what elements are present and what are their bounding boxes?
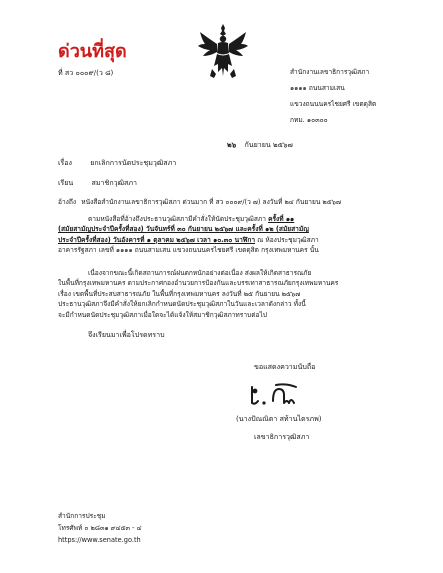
sender-office: สำนักงานเลขาธิการวุฒิสภา xyxy=(290,68,370,76)
recipient-label: เรียน xyxy=(58,178,74,187)
paragraph1-line3-text: ณ ห้องประชุมวุฒิสภา xyxy=(257,235,319,244)
signature-image xyxy=(246,381,302,407)
sender-postcode: กทม. ๑๐๓๐๐ xyxy=(290,116,328,124)
paragraph2-line1: เนื่องจากขณะนี้เกิดสถานการณ์ฝนตกหนักอย่างต่อเนื่อง ส่งผลให้เกิดสาธารณภัย xyxy=(88,269,312,277)
footer-website-link[interactable]: https://www.senate.go.th xyxy=(58,536,141,544)
garuda-emblem-icon xyxy=(196,22,250,80)
paragraph1-line4: อาคารรัฐสภา เลขที่ ๑๑๑๑ ถนนสามเสน แขวงถนนนครไชยศรี เขตดุสิต กรุงเทพมหานคร นั้น xyxy=(58,246,319,255)
paragraph-cancellation xyxy=(58,268,390,320)
paragraph-meeting-notice xyxy=(58,214,390,256)
date-month-year: กันยายน ๒๕๖๗ xyxy=(244,140,293,149)
footer-office: สำนักการประชุม xyxy=(58,512,106,520)
subject-line xyxy=(58,158,176,167)
paragraph2-line2: ในพื้นที่กรุงเทพมหานคร ตามประกาศกองอำนวยการป้องกันและบรรเทาสาธารณภัยกรุงเทพมหานคร xyxy=(58,279,339,288)
recipient-line xyxy=(58,178,137,187)
subject-text: ยกเลิกการนัดประชุมวุฒิสภา xyxy=(90,158,177,167)
reference-label: อ้างถึง xyxy=(58,198,77,206)
sender-district: แขวงถนนนครไชยศรี เขตดุสิต xyxy=(290,100,377,108)
closing-request: จึงเรียนมาเพื่อโปรดทราบ xyxy=(88,330,165,339)
paragraph1-line2: (สมัยสามัญประจำปีครั้งที่สอง) วันจันทร์ที่ ๓๐ กันยายน ๒๕๖๗ และครั้งที่ ๑๒ (สมัยสามัญ xyxy=(58,225,309,234)
signer-title: เลขาธิการวุฒิสภา xyxy=(254,432,310,441)
signer-name: (นางปัณณิตา สท้านไตรภพ) xyxy=(236,414,322,423)
date-day: ๒๖ xyxy=(227,140,237,149)
paragraph1-line1-bold: ครั้งที่ ๑๑ xyxy=(268,215,295,223)
paragraph1-line1 xyxy=(58,214,390,224)
paragraph1-line1-text: ตามหนังสือที่อ้างถึงประธานวุฒิสภามีคำสั่งให้นัดประชุมวุฒิสภา xyxy=(88,215,266,223)
sender-street: ๑๑๑๑ ถนนสามเสน xyxy=(290,84,345,92)
subject-label: เรื่อง xyxy=(58,158,72,167)
urgency-stamp: ด่วนที่สุด xyxy=(58,41,127,62)
reference-line xyxy=(58,198,341,207)
reference-number: ที่ สว ๐๐๐๙/(ว ๘) xyxy=(58,68,114,77)
paragraph2-line3: เรื่อง เขตพื้นที่ประสบสาธารณภัย ในพื้นที่กรุงเทพมหานคร ลงวันที่ ๒๕ กันยายน ๒๕๖๗ xyxy=(58,289,301,298)
footer-phone: โทรศัพท์ ๐ ๒๘๓๑ ๙๔๕๓ - ๔ xyxy=(58,524,142,532)
closing-salutation: ขอแสดงความนับถือ xyxy=(254,362,316,371)
reference-text: หนังสือสำนักงานเลขาธิการวุฒิสภา ด่วนมาก ที่ สว ๐๐๐๙/(ว ๗) ลงวันที่ ๒๔ กันยายน ๒๕๖๗ xyxy=(81,198,341,206)
paragraph1-line3-bold: ประจำปีครั้งที่สอง) วันอังคารที่ ๑ ตุลาคม ๒๕๖๗ เวลา ๑๐.๓๐ นาฬิกา xyxy=(58,235,256,244)
paragraph1-line3 xyxy=(58,235,390,245)
paragraph2-line5: จะมีกำหนดนัดประชุมวุฒิสภาเมื่อใดจะได้แจ้งให้สมาชิกวุฒิสภาทราบต่อไป xyxy=(58,310,267,319)
recipient-text: สมาชิกวุฒิสภา xyxy=(91,178,137,187)
paragraph2-line4: ประธานวุฒิสภาจึงมีคำสั่งให้ยกเลิกกำหนดนัดประชุมวุฒิสภาในวันและเวลาดังกล่าว ทั้งนี้ xyxy=(58,300,306,309)
letter-date xyxy=(227,140,293,149)
